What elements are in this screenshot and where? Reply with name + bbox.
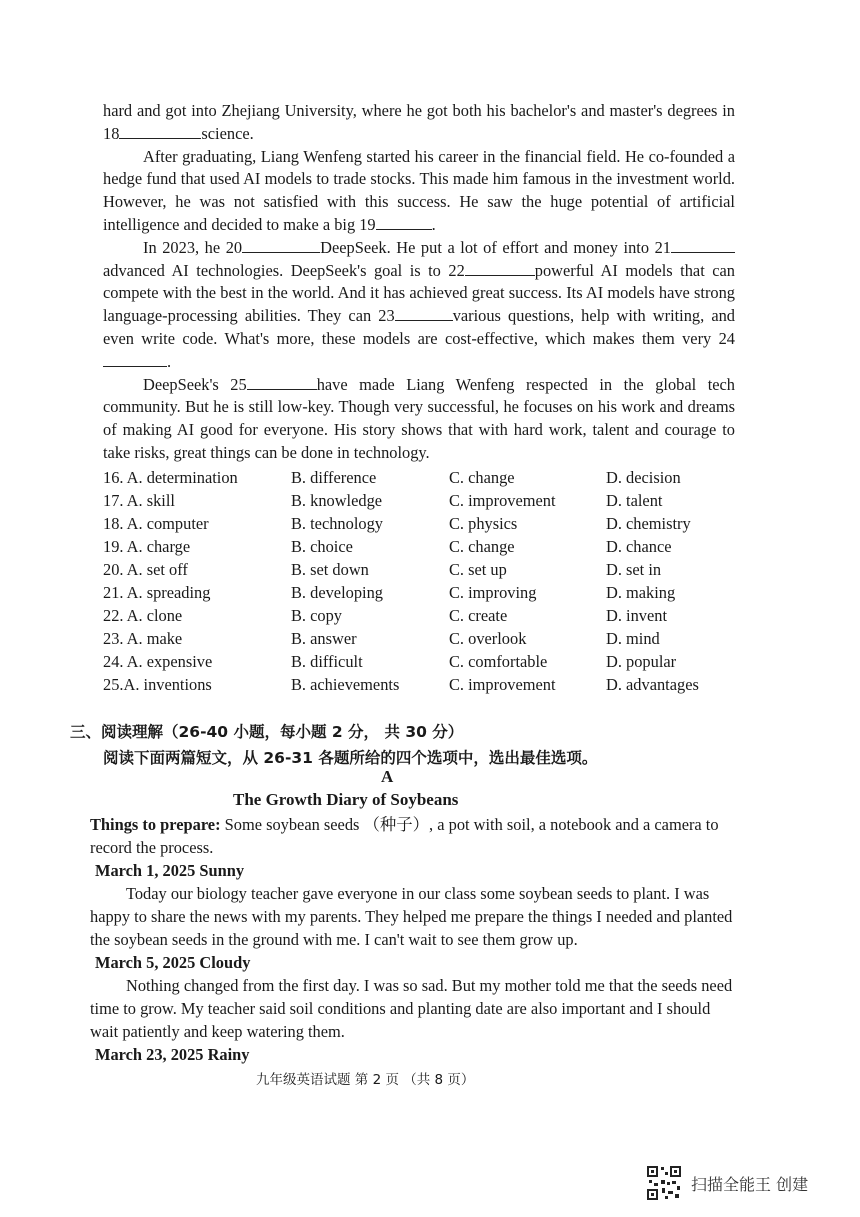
text: have made Liang Wenfeng respected in the global tech community. But he is still low-key. Though very successful, he focuses on his work and dreams of making AI good for everyone. His story shows that with hard work, talent and courage to take risks, great things can be done in technology. xyxy=(103,374,735,462)
option-c: C. improvement xyxy=(449,491,556,510)
option-b: B. achievements xyxy=(291,675,400,694)
entry-date: March 5, 2025 Cloudy xyxy=(95,953,251,972)
option-a: 25.A. inventions xyxy=(103,675,212,694)
text: . xyxy=(431,214,436,234)
option-a: 17. A. skill xyxy=(103,491,175,510)
text: advanced AI technologies. DeepSeek's goal is to 22 xyxy=(103,260,465,280)
cloze-passage xyxy=(103,100,735,465)
blank-23 xyxy=(395,306,453,321)
qr-code-icon xyxy=(645,1164,683,1202)
option-b: B. knowledge xyxy=(291,491,383,510)
option-row xyxy=(103,581,743,604)
option-b: B. developing xyxy=(291,583,383,602)
option-a: 21. A. spreading xyxy=(103,583,211,602)
blank-19 xyxy=(376,215,432,230)
option-d: D. decision xyxy=(606,468,681,487)
entry-date: March 1, 2025 Sunny xyxy=(95,861,245,880)
paragraph-1 xyxy=(103,100,735,146)
option-d: D. popular xyxy=(606,652,677,671)
option-c: C. create xyxy=(449,606,508,625)
entry-text: Today our biology teacher gave everyone in our class some soybean seeds to plant. I was happy to share the news with my parents. They helped me prepare the things I needed and planted the soybean seeds in the ground with me. I can't wait to see them grow up. xyxy=(90,884,733,949)
option-c: C. set up xyxy=(449,560,507,579)
prepare-line xyxy=(90,813,740,859)
option-b: B. copy xyxy=(291,606,342,625)
blank-21 xyxy=(671,238,735,253)
text: DeepSeek's 25 xyxy=(143,374,247,394)
option-row xyxy=(103,512,743,535)
text: In 2023, he 20 xyxy=(143,237,243,257)
option-d: D. chemistry xyxy=(606,514,691,533)
option-a: 20. A. set off xyxy=(103,560,188,579)
option-row xyxy=(103,489,743,512)
watermark-text: 扫描全能王 创建 xyxy=(691,1174,809,1194)
option-b: B. choice xyxy=(291,537,353,556)
paragraph-3 xyxy=(103,237,735,374)
option-c: C. improving xyxy=(449,583,537,602)
blank-25 xyxy=(247,375,317,390)
text: science. xyxy=(201,123,254,143)
option-c: C. physics xyxy=(449,514,518,533)
option-a: 23. A. make xyxy=(103,629,183,648)
blank-24 xyxy=(103,352,167,367)
option-row xyxy=(103,673,743,696)
prepare-text: Some soybean seeds （种子）, a pot with soil, a notebook and a camera to record the process. xyxy=(90,815,719,857)
text: After graduating, Liang Wenfeng started his career in the financial field. He co-founded a hedge fund that used AI models to trade stocks. This made him famous in the investment world. However, he was not satisfied with this success. He saw the huge potential of artificial intelligence and decided to make a big 19 xyxy=(103,146,735,234)
option-c: C. change xyxy=(449,468,515,487)
option-a: 18. A. computer xyxy=(103,514,209,533)
scanner-watermark xyxy=(645,1164,808,1202)
option-d: D. set in xyxy=(606,560,662,579)
option-a: 24. A. expensive xyxy=(103,652,213,671)
option-d: D. advantages xyxy=(606,675,699,694)
blank-20 xyxy=(242,238,320,253)
option-c: C. improvement xyxy=(449,675,556,694)
option-a: 19. A. charge xyxy=(103,537,191,556)
text: . xyxy=(167,351,172,371)
prepare-label: Things to prepare: xyxy=(90,815,221,834)
entry-date: March 23, 2025 Rainy xyxy=(95,1045,250,1064)
blank-18 xyxy=(119,124,201,139)
option-b: B. difference xyxy=(291,468,377,487)
text: DeepSeek. He put a lot of effort and money into 21 xyxy=(320,237,671,257)
option-row xyxy=(103,535,743,558)
option-c: C. comfortable xyxy=(449,652,548,671)
page-footer: 九年级英语试题 第 2 页 （共 8 页） xyxy=(256,1072,475,1088)
option-c: C. change xyxy=(449,537,515,556)
answer-options xyxy=(103,466,743,696)
option-d: D. chance xyxy=(606,537,672,556)
option-d: D. making xyxy=(606,583,676,602)
option-row xyxy=(103,604,743,627)
text: powerful AI models that can compete with the best in the world. And it has achieved great success. Its AI models have strong language-processing abilities. They can 23 xyxy=(103,260,735,326)
option-c: C. overlook xyxy=(449,629,527,648)
option-d: D. invent xyxy=(606,606,668,625)
option-row xyxy=(103,558,743,581)
paragraph-2 xyxy=(103,146,735,237)
option-row xyxy=(103,650,743,673)
option-row xyxy=(103,627,743,650)
section-instruction: 阅读下面两篇短文，从 26-31 各题所给的四个选项中，选出最佳选项。 xyxy=(103,749,598,767)
option-b: B. difficult xyxy=(291,652,363,671)
option-d: D. talent xyxy=(606,491,663,510)
text: hard and got into Zhejiang University, where he got both his bachelor's and master's degrees in 18 xyxy=(103,101,735,143)
story-title: The Growth Diary of Soybeans xyxy=(233,790,459,809)
paragraph-4 xyxy=(103,374,735,465)
section-heading: 三、阅读理解（26-40 小题，每小题 2 分， 共 30 分） xyxy=(70,723,464,741)
option-a: 22. A. clone xyxy=(103,606,183,625)
reading-passage xyxy=(90,813,740,1066)
option-b: B. technology xyxy=(291,514,383,533)
part-letter: A xyxy=(381,767,394,786)
option-b: B. answer xyxy=(291,629,357,648)
entry-text: Nothing changed from the first day. I was so sad. But my mother told me that the seeds need time to grow. My teacher said soil conditions and planting date are also important and I should wait patiently and keep watering them. xyxy=(90,976,733,1041)
option-a: 16. A. determination xyxy=(103,468,238,487)
text: various questions, help with writing, and even write code. What's more, these models are cost-effective, which makes them very 24 xyxy=(103,306,735,348)
option-d: D. mind xyxy=(606,629,660,648)
blank-22 xyxy=(465,261,535,276)
option-row xyxy=(103,466,743,489)
option-b: B. set down xyxy=(291,560,369,579)
